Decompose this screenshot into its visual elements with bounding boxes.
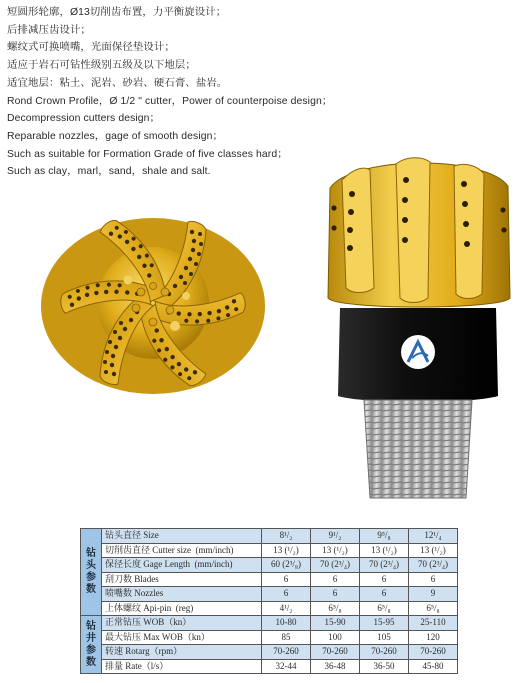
spec-value: 6⁵/₈ bbox=[360, 601, 409, 616]
spec-value: 6⁵/₈ bbox=[311, 601, 360, 616]
spec-value: 6 bbox=[360, 587, 409, 602]
specification-table bbox=[80, 528, 457, 674]
description-line: 后排减压齿设计； bbox=[7, 24, 91, 36]
spec-value: 6 bbox=[311, 587, 360, 602]
spec-group-char: 数 bbox=[86, 584, 96, 595]
spec-value: 12¹/₄ bbox=[409, 529, 458, 544]
description-line: Rond Crown Profile，Ø 1/2 " cutter，Power of counterpoise design； bbox=[7, 95, 333, 107]
spec-value: 6 bbox=[360, 572, 409, 587]
spec-group-char: 钻 bbox=[86, 548, 96, 559]
spec-unit: (mm/inch) bbox=[191, 544, 234, 555]
spec-value: 70-260 bbox=[262, 645, 311, 660]
spec-value: 32-44 bbox=[262, 659, 311, 674]
spec-value: 70-260 bbox=[409, 645, 458, 660]
spec-value: 6 bbox=[311, 572, 360, 587]
spec-row bbox=[81, 630, 458, 645]
spec-label bbox=[102, 601, 262, 616]
spec-label bbox=[102, 630, 262, 645]
spec-label-text: 最大钻压 Max WOB（kn） bbox=[105, 631, 210, 642]
spec-label-text: 切削齿直径 Cutter size bbox=[105, 544, 191, 555]
spec-value: 70 (2³/₄) bbox=[360, 558, 409, 573]
spec-group-char: 井 bbox=[86, 632, 96, 644]
spec-label bbox=[102, 543, 262, 558]
spec-value: 9 bbox=[409, 587, 458, 602]
spec-label bbox=[102, 558, 262, 573]
spec-label bbox=[102, 529, 262, 544]
spec-label-text: 正常钻压 WOB（kn） bbox=[105, 617, 192, 628]
spec-value: 4¹/₂ bbox=[262, 601, 311, 616]
spec-row bbox=[81, 587, 458, 602]
spec-value: 13 (¹/₂) bbox=[262, 543, 311, 558]
description-line: Reparable nozzles，gage of smooth design； bbox=[7, 130, 223, 142]
spec-row bbox=[81, 659, 458, 674]
spec-row bbox=[81, 572, 458, 587]
spec-label-text: 排量 Rate（l/s） bbox=[105, 660, 169, 671]
description-line: 螺纹式可换喷嘴，光面保径垫设计； bbox=[7, 42, 175, 54]
spec-group-label bbox=[81, 616, 102, 674]
spec-value: 70 (2³/₄) bbox=[409, 558, 458, 573]
spec-label-text: 喷嘴数 Nozzles bbox=[105, 588, 164, 599]
spec-label-text: 上体螺纹 Api-pin bbox=[105, 602, 172, 613]
spec-value: 6 bbox=[262, 572, 311, 587]
description-line: Such as clay，marl，sand，shale and salt. bbox=[7, 166, 211, 178]
spec-value: 60 (2³/₈) bbox=[262, 558, 311, 573]
spec-row bbox=[81, 601, 458, 616]
spec-group-char: 钻 bbox=[86, 620, 96, 632]
spec-label bbox=[102, 572, 262, 587]
spec-unit: (mm/inch) bbox=[189, 559, 233, 570]
spec-label-text: 保径长度 Gage Length bbox=[105, 559, 190, 570]
spec-value: 6 bbox=[262, 587, 311, 602]
spec-label-text: 刮刀数 Blades bbox=[105, 573, 159, 584]
description-line: Decompression cutters design； bbox=[7, 113, 161, 125]
spec-row bbox=[81, 543, 458, 558]
spec-value: 105 bbox=[360, 630, 409, 645]
spec-group-char: 头 bbox=[86, 560, 96, 571]
spec-value: 25-110 bbox=[409, 616, 458, 631]
spec-value: 70 (2³/₄) bbox=[311, 558, 360, 573]
description-line: Such as suitable for Formation Grade of five classes hard； bbox=[7, 148, 288, 160]
pdc-bit-face-view bbox=[28, 208, 278, 398]
spec-label bbox=[102, 587, 262, 602]
spec-unit: (reg) bbox=[171, 602, 194, 613]
pdc-bit-side-view bbox=[312, 148, 524, 500]
spec-value: 15-95 bbox=[360, 616, 409, 631]
spec-group-label bbox=[81, 529, 102, 616]
spec-group-char: 数 bbox=[86, 656, 96, 668]
spec-value: 6 bbox=[409, 572, 458, 587]
spec-value: 45-80 bbox=[409, 659, 458, 674]
spec-label bbox=[102, 645, 262, 660]
spec-row bbox=[81, 529, 458, 544]
spec-value: 70-260 bbox=[311, 645, 360, 660]
spec-value: 6⁵/₈ bbox=[409, 601, 458, 616]
spec-row bbox=[81, 616, 458, 631]
spec-value: 120 bbox=[409, 630, 458, 645]
spec-label bbox=[102, 616, 262, 631]
brand-logo-icon bbox=[401, 335, 435, 369]
description-line: 适应于岩石可钻性级别五级及以下地层； bbox=[7, 60, 196, 72]
spec-group-char: 参 bbox=[86, 572, 96, 583]
spec-value: 9¹/₂ bbox=[311, 529, 360, 544]
description-line: 适宜地层：粘土、泥岩、砂岩、硬石膏、盐岩。 bbox=[7, 77, 228, 89]
spec-row bbox=[81, 558, 458, 573]
spec-value: 70-260 bbox=[360, 645, 409, 660]
spec-value: 13 (¹/₂) bbox=[409, 543, 458, 558]
spec-label bbox=[102, 659, 262, 674]
spec-value: 85 bbox=[262, 630, 311, 645]
spec-value: 100 bbox=[311, 630, 360, 645]
spec-value: 8¹/₂ bbox=[262, 529, 311, 544]
spec-value: 36-50 bbox=[360, 659, 409, 674]
spec-label-text: 钻头直径 Size bbox=[105, 530, 159, 541]
spec-value: 36-48 bbox=[311, 659, 360, 674]
spec-value: 13 (¹/₂) bbox=[360, 543, 409, 558]
description-line: 短圆形轮廓，Ø13切削齿布置，力平衡旋设计； bbox=[7, 7, 227, 18]
spec-label-text: 转速 Rotarg（rpm） bbox=[105, 646, 183, 657]
spec-value: 10-80 bbox=[262, 616, 311, 631]
spec-value: 15-90 bbox=[311, 616, 360, 631]
spec-row bbox=[81, 645, 458, 660]
spec-value: 9⁵/₈ bbox=[360, 529, 409, 544]
spec-value: 13 (¹/₂) bbox=[311, 543, 360, 558]
spec-group-char: 参 bbox=[86, 644, 96, 656]
